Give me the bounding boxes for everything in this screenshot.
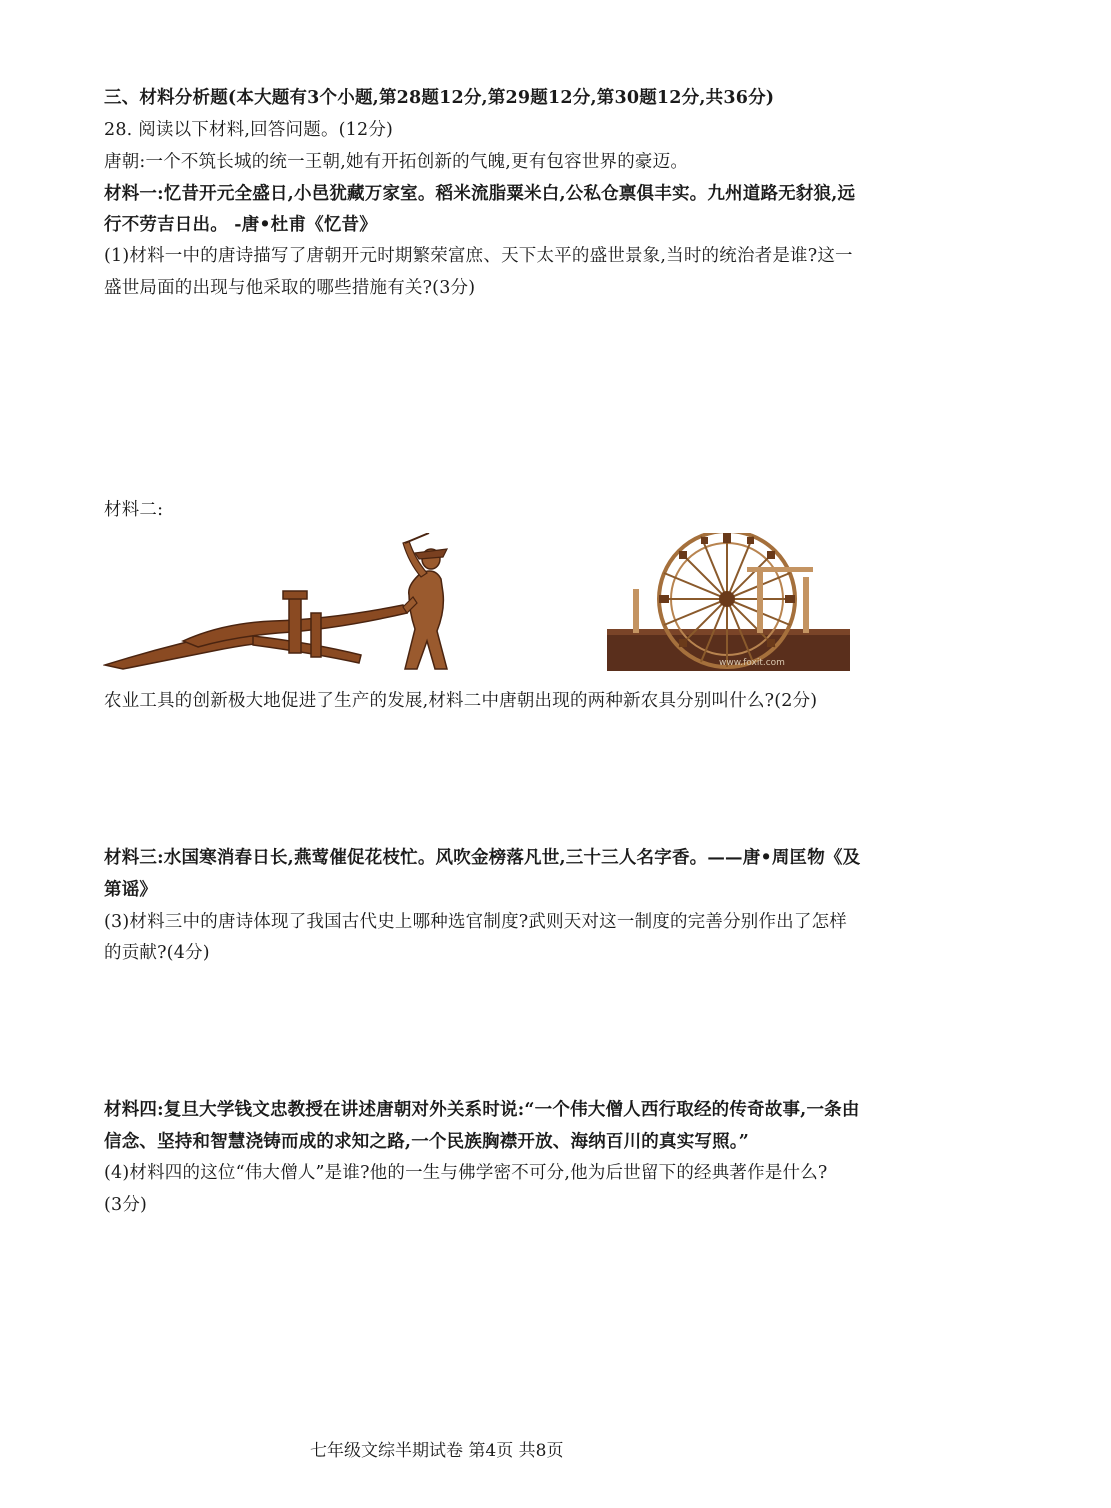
material3-text-line1: 材料三:水国寒消春日长,燕莺催促花枝忙。风吹金榜落凡世,三十三人名字香。——唐•周匡物《及 xyxy=(104,848,861,868)
question3-line2: 的贡献?(4分) xyxy=(104,943,210,963)
question4-line2: (3分) xyxy=(104,1195,148,1215)
plow-farmer-image xyxy=(103,533,455,671)
material4-text-line1: 材料四:复旦大学钱文忠教授在讲述唐朝对外关系时说:“一个伟大僧人西行取经的传奇故事,一条由 xyxy=(104,1100,860,1120)
question2-text: 农业工具的创新极大地促进了生产的发展,材料二中唐朝出现的两种新农具分别叫什么?(2分) xyxy=(104,691,818,711)
section-header: 三、材料分析题(本大题有3个小题,第28题12分,第29题12分,第30题12分,共36分) xyxy=(104,88,775,108)
material2-label: 材料二: xyxy=(104,500,164,520)
waterwheel-image xyxy=(607,533,850,671)
question-stem: 28. 阅读以下材料,回答问题。(12分) xyxy=(104,120,394,140)
question-intro: 唐朝:一个不筑长城的统一王朝,她有开拓创新的气魄,更有包容世界的豪迈。 xyxy=(104,152,689,172)
material1-text-line1: 材料一:忆昔开元全盛日,小邑犹藏万家室。稻米流脂粟米白,公私仓禀俱丰实。九州道路无豺狼,远 xyxy=(104,184,856,204)
question4-line1: (4)材料四的这位“伟大僧人”是谁?他的一生与佛学密不可分,他为后世留下的经典著作是什么? xyxy=(104,1163,828,1183)
material3-text-line2: 第谣》 xyxy=(104,880,158,900)
image-watermark: www.foxit.com xyxy=(719,658,785,668)
question1-line2: 盛世局面的出现与他采取的哪些措施有关?(3分) xyxy=(104,278,476,298)
material4-text-line2: 信念、坚持和智慧浇铸而成的求知之路,一个民族胸襟开放、海纳百川的真实写照。” xyxy=(104,1132,750,1152)
footer-text: 七年级文综半期试卷 第4页 共8页 xyxy=(310,1441,564,1461)
material1-text-line2: 行不劳吉日出。 -唐•杜甫《忆昔》 xyxy=(104,215,377,235)
question3-line1: (3)材料三中的唐诗体现了我国古代史上哪种选官制度?武则天对这一制度的完善分别作出了怎样 xyxy=(104,912,847,932)
question1-line1: (1)材料一中的唐诗描写了唐朝开元时期繁荣富庶、天下太平的盛世景象,当时的统治者是谁?这一 xyxy=(104,246,853,266)
